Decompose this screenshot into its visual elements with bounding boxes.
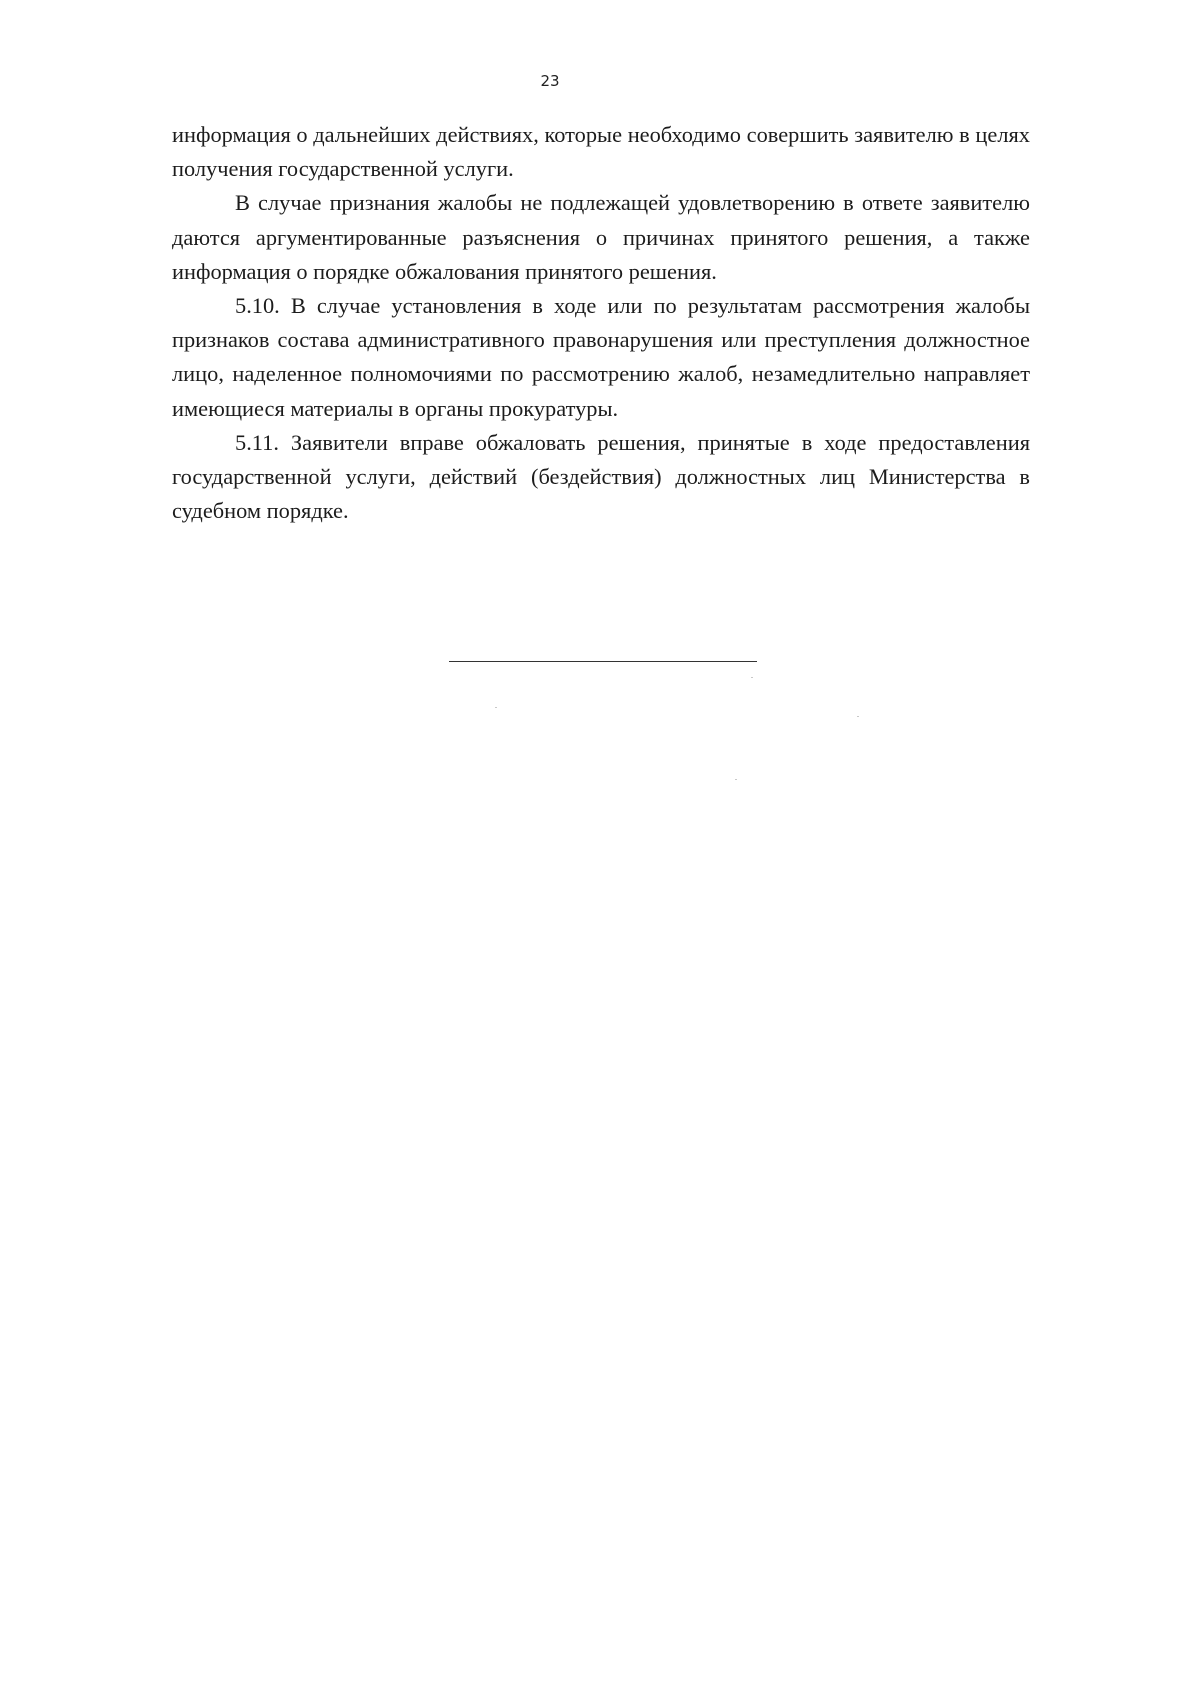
- paragraph-5-10: 5.10. В случае установления в ходе или по результатам рассмотрения жалобы признаков состава административного правонарушения или преступления должностное лицо, наделенное полномочиями по рассмотрению жалоб, незамедлительно направляет имеющиеся материалы в органы прокуратуры.: [172, 293, 1030, 421]
- scan-speck: [495, 707, 497, 708]
- document-body: [172, 118, 1030, 528]
- page-number: 23: [540, 72, 560, 90]
- end-separator-line: [449, 661, 757, 662]
- paragraph-complaint-rejection: В случае признания жалобы не подлежащей удовлетворению в ответе заявителю даются аргументированные разъяснения о причинах принятого решения, а также информация о порядке обжалования принятого решения.: [172, 190, 1030, 284]
- paragraph-continuation: информация о дальнейших действиях, которые необходимо совершить заявителю в целях получения государственной услуги.: [172, 122, 1030, 182]
- scan-speck: [857, 716, 859, 717]
- scan-speck: [735, 779, 737, 780]
- scan-speck: [751, 677, 753, 678]
- paragraph-5-11: 5.11. Заявители вправе обжаловать решения, принятые в ходе предоставления государственной услуги, действий (бездействия) должностных лиц Министерства в судебном порядке.: [172, 429, 1030, 524]
